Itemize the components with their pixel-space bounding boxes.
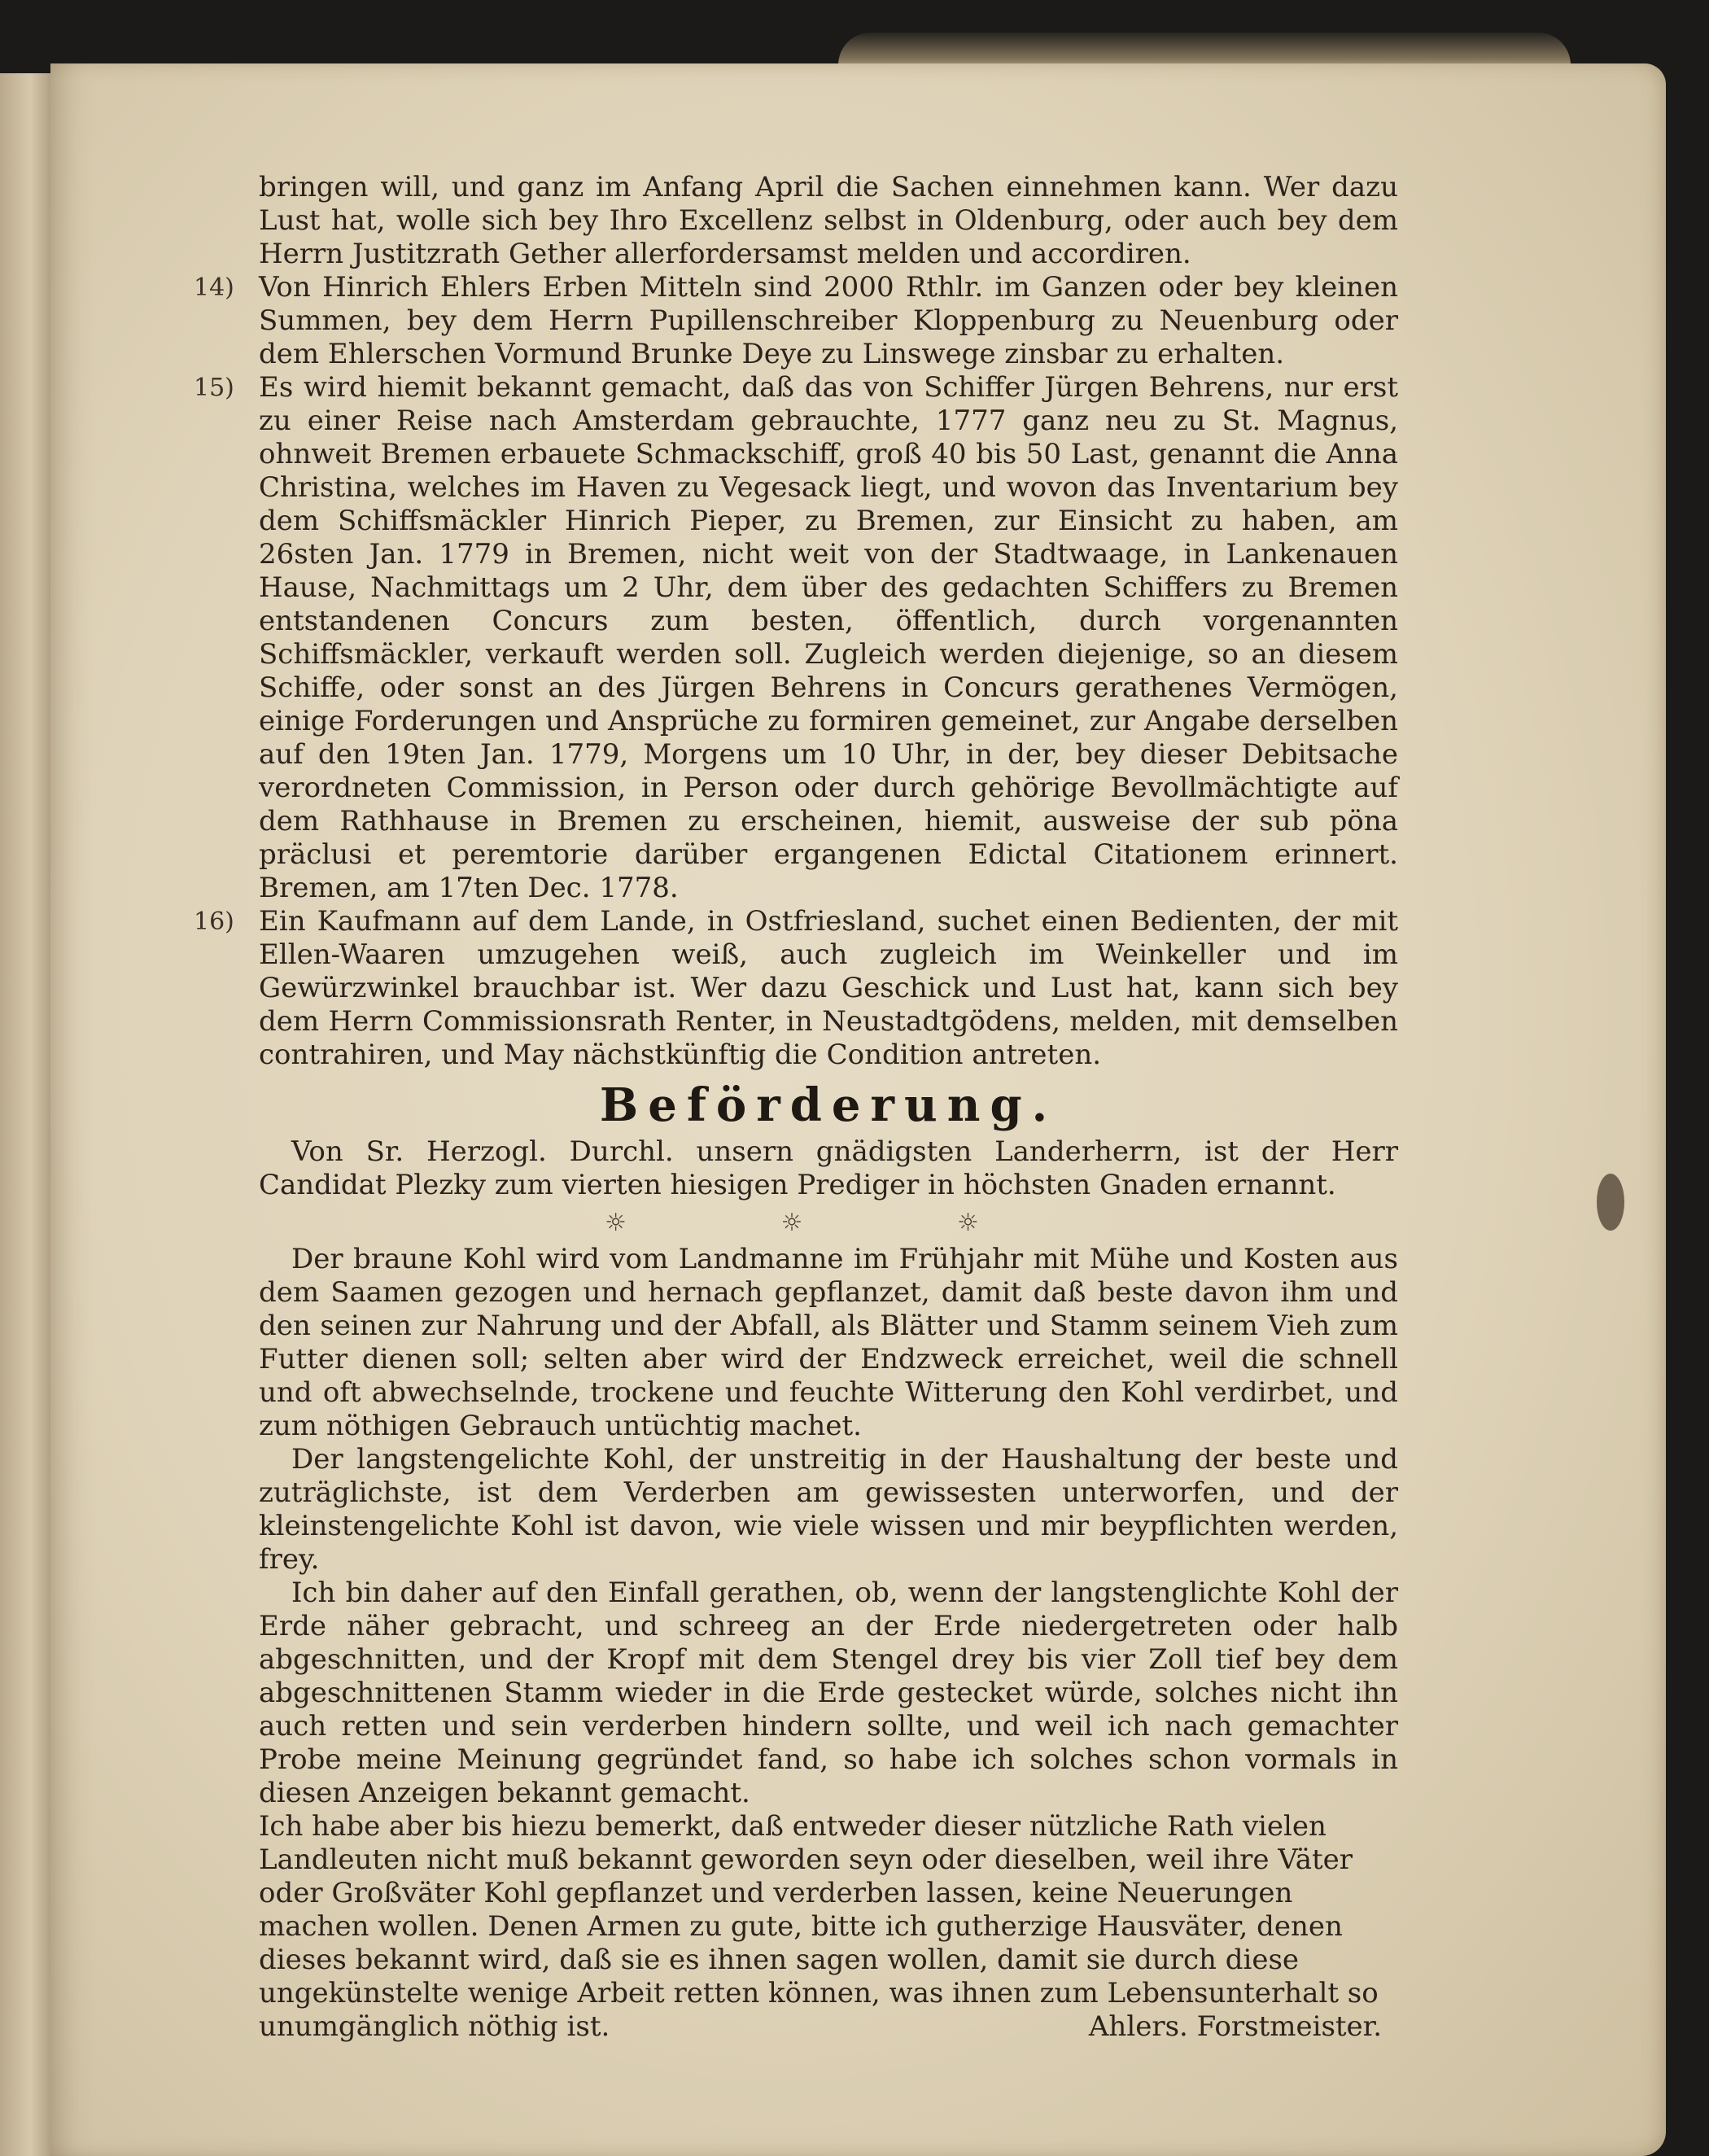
- entry-text: Von Hinrich Ehlers Erben Mitteln sind 2000 Rthlr. im Ganzen oder bey kleinen Summen, bey dem Herrn Pupillenschreiber Kloppenburg zu Neuenburg oder dem Ehlerschen Vormund Brunke Deye zu Linswege zinsbar zu erhalten.: [259, 271, 1398, 370]
- entry-13-continuation: bringen will, und ganz im Anfang April die Sachen einnehmen kann. Wer dazu Lust hat, wolle sich bey Ihro Excellenz selbst in Oldenburg, oder auch bey dem Herrn Justitzrath Gether allerfordersamst melden und accordiren.: [259, 171, 1398, 270]
- entry-16: [194, 905, 1398, 1072]
- entry-number: 16): [194, 907, 234, 936]
- entry-14: [194, 271, 1398, 371]
- ink-stain: [1597, 1174, 1624, 1231]
- article-paragraph: Der langstengelichte Kohl, der unstreitig in der Haushaltung der beste und zuträglichste, ist dem Verderben am gewissesten unterworfen, und der kleinstengelichte Kohl ist davon, wie viele wissen und mir beypflichten werden, frey.: [259, 1443, 1398, 1576]
- promotion-notice: Von Sr. Herzogl. Durchl. unsern gnädigsten Landerherrn, ist der Herr Candidat Plezky zum vierten hiesigen Prediger in höchsten Gnaden ernannt.: [259, 1135, 1398, 1201]
- entry-15: [194, 371, 1398, 905]
- article-paragraph: Ich bin daher auf den Einfall gerathen, ob, wenn der langstenglichte Kohl der Erde näher gebracht, und schreeg an der Erde niedergetreten oder halb abgeschnitten, und der Kropf mit dem Stengel drey bis vier Zoll tief bey dem abgeschnittenen Stamm wieder in die Erde gestecket würde, solches nicht ihn auch retten und sein verderben hindern sollte, und weil ich nach gemachter Probe meine Meinung gegründet fand, so habe ich solches schon vormals in diesen Anzeigen bekannt gemacht.: [259, 1577, 1398, 1809]
- signature: Ahlers. Forstmeister.: [1088, 2010, 1382, 2043]
- ornament-divider: ☼ ☼ ☼: [605, 1209, 1052, 1237]
- article-paragraph: Ich habe aber bis hiezu bemerkt, daß entweder dieser nützliche Rath vielen Landleuten nicht muß bekannt geworden seyn oder dieselben, weil ihre Väter oder Großväter Kohl gepflanzet und verderben lassen, keine Neuerungen machen wollen. Denen Armen zu gute, bitte ich gutherzige Hausväter, denen dieses bekannt wird, daß sie es ihnen sagen wollen, damit sie durch diese ungekünstelte wenige Arbeit retten können, was ihnen zum Lebensunterhalt so unumgänglich nöthig ist.: [259, 1810, 1379, 2043]
- left-page-edge: [0, 73, 55, 2156]
- section-heading: Beförderung.: [599, 1078, 1058, 1132]
- entry-text: Es wird hiemit bekannt gemacht, daß das von Schiffer Jürgen Behrens, nur erst zu einer Reise nach Amsterdam gebrauchte, 1777 ganz neu zu St. Magnus, ohnweit Bremen erbauete Schmackschiff, groß 40 bis 50 Last, genannt die Anna Christina, welches im Haven zu Vegesack liegt, und wovon das Inventarium bey dem Schiffsmäckler Hinrich Pieper, zu Bremen, zur Einsicht zu haben, am 26sten Jan. 1779 in Bremen, nicht weit von der Stadtwaage, in Lankenauen Hause, Nachmittags um 2 Uhr, dem über des gedachten Schiffers zu Bremen entstandenen Concurs zum besten, öffentlich, durch vorgenannten Schiffsmäckler, verkauft werden soll. Zugleich werden diejenige, so an diesem Schiffe, oder sonst an des Jürgen Behrens in Concurs gerathenes Vermögen, einige Forderungen und Ansprüche zu formiren gemeinet, zur Angabe derselben auf den 19ten Jan. 1779, Morgens um 10 Uhr, in der, bey dieser Debitsache verordneten Commission, in Person oder durch gehörige Bevollmächtigte auf dem Rathhause in Bremen zu erscheinen, hiemit, ausweise der sub pöna präclusi et peremtorie darüber ergangenen Edictal Citationem erinnert. Bremen, am 17ten Dec. 1778.: [259, 371, 1398, 904]
- article-paragraph: Der braune Kohl wird vom Landmanne im Frühjahr mit Mühe und Kosten aus dem Saamen gezogen und hernach gepflanzet, damit daß beste davon ihm und den seinen zur Nahrung und der Abfall, als Blätter und Stamm seinem Vieh zum Futter dienen soll; selten aber wird der Endzweck erreichet, weil die schnell und oft abwechselnde, trockene und feuchte Witterung den Kohl verdirbet, und zum nöthigen Gebrauch untüchtig machet.: [259, 1243, 1398, 1442]
- entry-text: Ein Kaufmann auf dem Lande, in Ostfriesland, suchet einen Bedienten, der mit Ellen-Waaren umzugehen weiß, auch zugleich im Weinkeller und im Gewürzwinkel brauchbar ist. Wer dazu Geschick und Lust hat, kann sich bey dem Herrn Commissionsrath Renter, in Neustadtgödens, melden, mit demselben contrahiren, und May nächstkünftig die Condition antreten.: [259, 905, 1398, 1071]
- page-text: [194, 171, 1398, 2044]
- entry-number: 14): [194, 273, 234, 302]
- entry-number: 15): [194, 374, 234, 402]
- final-paragraph-block: [259, 1810, 1398, 2044]
